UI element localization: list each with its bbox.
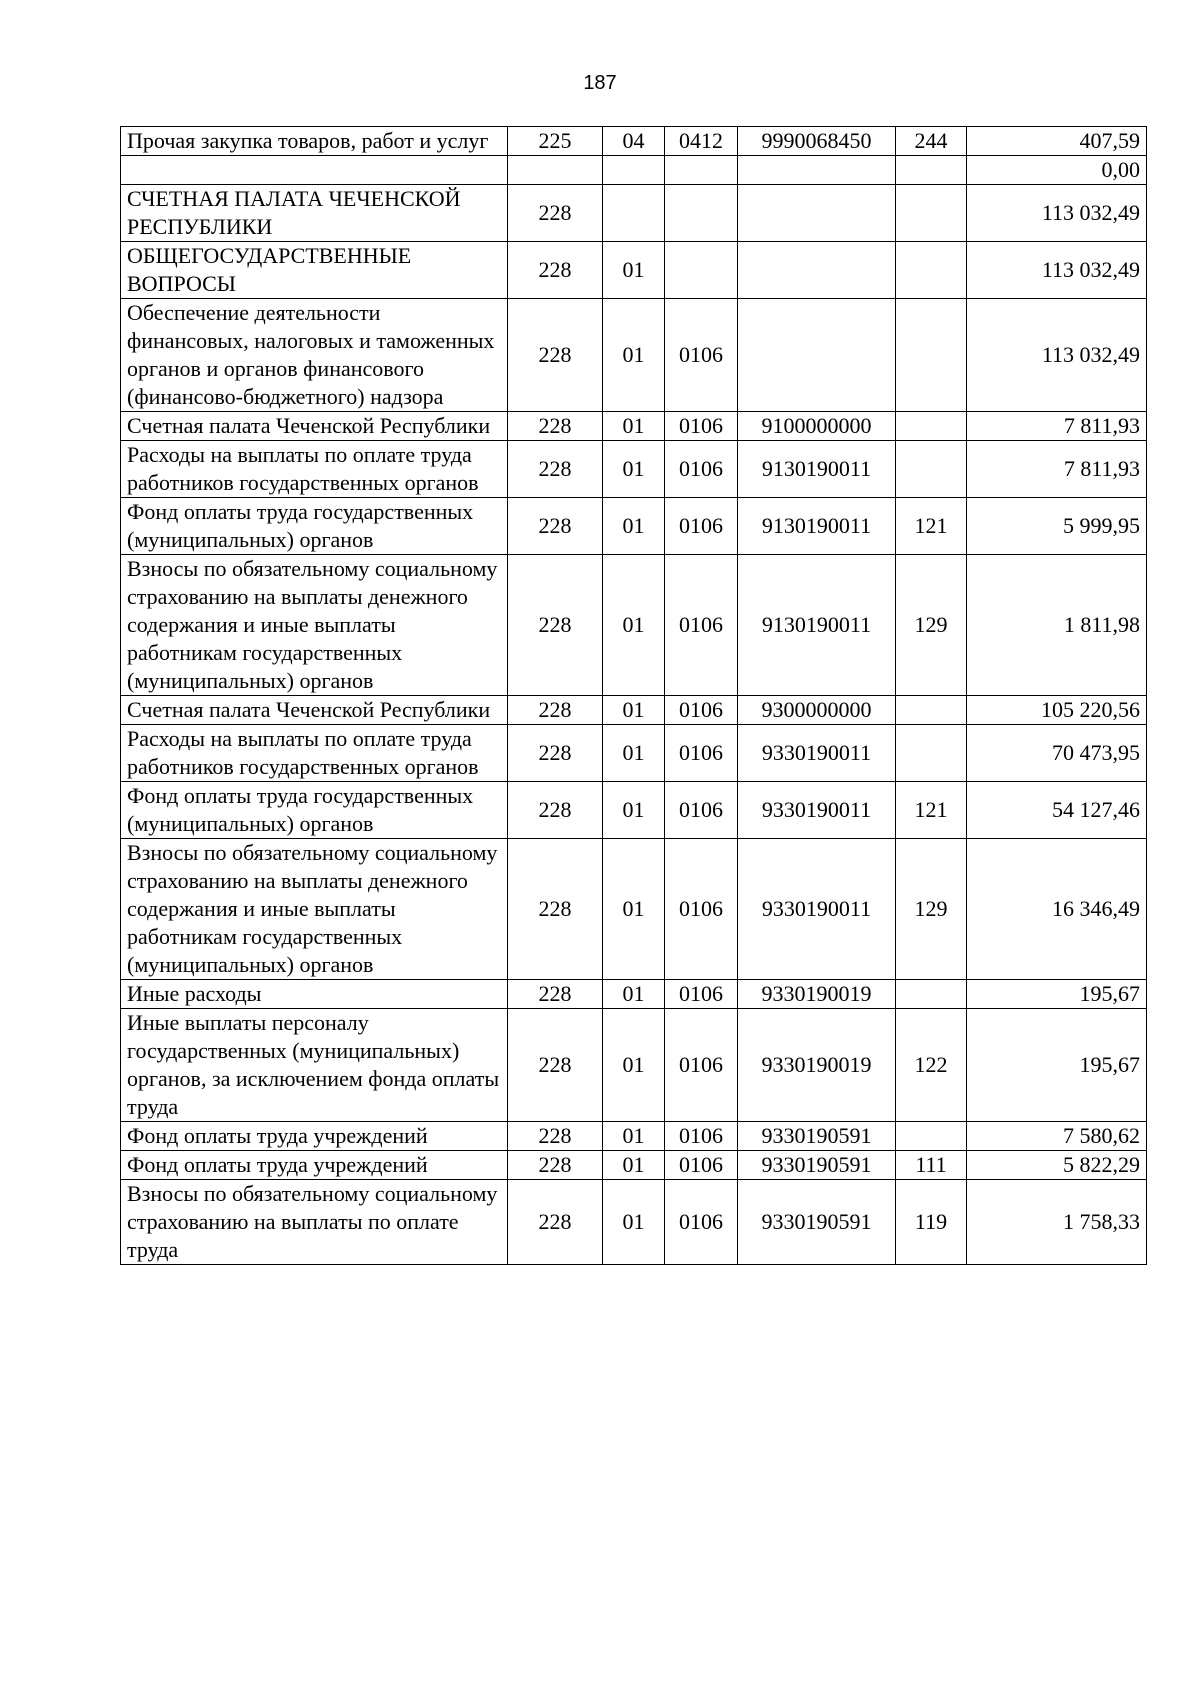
row-admin-code: 228 xyxy=(508,412,603,441)
row-sum: 105 220,56 xyxy=(967,696,1147,725)
row-expense-type xyxy=(896,412,967,441)
row-expense-type xyxy=(896,242,967,299)
row-target-article xyxy=(738,156,896,185)
row-subsection: 0106 xyxy=(665,412,738,441)
row-section: 01 xyxy=(603,839,665,980)
row-subsection: 0412 xyxy=(665,127,738,156)
row-target-article: 9330190591 xyxy=(738,1151,896,1180)
row-sum: 0,00 xyxy=(967,156,1147,185)
row-sum: 16 346,49 xyxy=(967,839,1147,980)
row-target-article: 9130190011 xyxy=(738,555,896,696)
row-name: Обеспечение деятельности финансовых, налоговых и таможенных органов и органов финансового (финансово-бюджетного) надзора xyxy=(121,299,508,412)
row-expense-type: 129 xyxy=(896,839,967,980)
table-row xyxy=(121,412,1147,441)
row-target-article xyxy=(738,299,896,412)
row-expense-type xyxy=(896,185,967,242)
row-subsection: 0106 xyxy=(665,696,738,725)
row-section xyxy=(603,185,665,242)
row-target-article: 9330190019 xyxy=(738,1009,896,1122)
row-target-article: 9330190011 xyxy=(738,725,896,782)
row-admin-code: 225 xyxy=(508,127,603,156)
row-expense-type: 111 xyxy=(896,1151,967,1180)
row-name: Взносы по обязательному социальному страхованию на выплаты денежного содержания и иные выплаты работникам государственных (муниципальных) органов xyxy=(121,555,508,696)
row-target-article: 9330190011 xyxy=(738,782,896,839)
row-subsection: 0106 xyxy=(665,1151,738,1180)
table-row xyxy=(121,127,1147,156)
row-section: 01 xyxy=(603,441,665,498)
row-expense-type xyxy=(896,980,967,1009)
row-subsection: 0106 xyxy=(665,498,738,555)
row-section: 01 xyxy=(603,555,665,696)
row-admin-code: 228 xyxy=(508,498,603,555)
table-row xyxy=(121,299,1147,412)
row-expense-type: 122 xyxy=(896,1009,967,1122)
row-sum: 407,59 xyxy=(967,127,1147,156)
row-subsection: 0106 xyxy=(665,1180,738,1265)
row-target-article: 9130190011 xyxy=(738,441,896,498)
row-subsection: 0106 xyxy=(665,782,738,839)
row-subsection xyxy=(665,156,738,185)
row-name: Фонд оплаты труда учреждений xyxy=(121,1122,508,1151)
row-admin-code: 228 xyxy=(508,185,603,242)
table-row xyxy=(121,555,1147,696)
row-admin-code: 228 xyxy=(508,441,603,498)
row-name: Взносы по обязательному социальному страхованию на выплаты денежного содержания и иные выплаты работникам государственных (муниципальных) органов xyxy=(121,839,508,980)
budget-table xyxy=(120,126,1147,1265)
row-subsection xyxy=(665,242,738,299)
table-row xyxy=(121,441,1147,498)
row-admin-code: 228 xyxy=(508,1122,603,1151)
row-admin-code: 228 xyxy=(508,782,603,839)
row-sum: 1 758,33 xyxy=(967,1180,1147,1265)
table-row xyxy=(121,498,1147,555)
row-name: Иные выплаты персоналу государственных (муниципальных) органов, за исключением фонда оплаты труда xyxy=(121,1009,508,1122)
table-row xyxy=(121,1180,1147,1265)
row-expense-type xyxy=(896,725,967,782)
table-row xyxy=(121,1151,1147,1180)
row-subsection: 0106 xyxy=(665,299,738,412)
row-section: 01 xyxy=(603,696,665,725)
row-admin-code: 228 xyxy=(508,725,603,782)
row-name: Взносы по обязательному социальному страхованию на выплаты по оплате труда xyxy=(121,1180,508,1265)
table-row xyxy=(121,839,1147,980)
row-section: 01 xyxy=(603,299,665,412)
row-admin-code: 228 xyxy=(508,1009,603,1122)
row-expense-type xyxy=(896,156,967,185)
row-expense-type xyxy=(896,299,967,412)
row-section: 01 xyxy=(603,725,665,782)
row-expense-type: 121 xyxy=(896,782,967,839)
row-sum: 195,67 xyxy=(967,1009,1147,1122)
row-section: 01 xyxy=(603,242,665,299)
row-sum: 5 822,29 xyxy=(967,1151,1147,1180)
row-admin-code: 228 xyxy=(508,1151,603,1180)
row-section: 01 xyxy=(603,412,665,441)
row-target-article: 9330190019 xyxy=(738,980,896,1009)
row-name: Прочая закупка товаров, работ и услуг xyxy=(121,127,508,156)
row-subsection: 0106 xyxy=(665,839,738,980)
row-target-article: 9130190011 xyxy=(738,498,896,555)
row-section: 04 xyxy=(603,127,665,156)
row-target-article: 9990068450 xyxy=(738,127,896,156)
row-sum: 5 999,95 xyxy=(967,498,1147,555)
row-name: Счетная палата Чеченской Республики xyxy=(121,696,508,725)
row-section: 01 xyxy=(603,1009,665,1122)
row-subsection: 0106 xyxy=(665,980,738,1009)
row-name: Фонд оплаты труда учреждений xyxy=(121,1151,508,1180)
row-expense-type xyxy=(896,441,967,498)
row-target-article xyxy=(738,242,896,299)
row-sum: 195,67 xyxy=(967,980,1147,1009)
row-expense-type: 129 xyxy=(896,555,967,696)
table-row xyxy=(121,1122,1147,1151)
row-sum: 54 127,46 xyxy=(967,782,1147,839)
row-expense-type: 119 xyxy=(896,1180,967,1265)
row-target-article xyxy=(738,185,896,242)
row-target-article: 9100000000 xyxy=(738,412,896,441)
row-sum: 70 473,95 xyxy=(967,725,1147,782)
row-admin-code: 228 xyxy=(508,839,603,980)
row-sum: 1 811,98 xyxy=(967,555,1147,696)
row-name: ОБЩЕГОСУДАРСТВЕННЫЕ ВОПРОСЫ xyxy=(121,242,508,299)
table-row xyxy=(121,242,1147,299)
row-section xyxy=(603,156,665,185)
row-sum: 113 032,49 xyxy=(967,299,1147,412)
row-sum: 7 811,93 xyxy=(967,441,1147,498)
row-subsection: 0106 xyxy=(665,555,738,696)
row-subsection xyxy=(665,185,738,242)
row-name: Счетная палата Чеченской Республики xyxy=(121,412,508,441)
row-admin-code: 228 xyxy=(508,555,603,696)
row-admin-code xyxy=(508,156,603,185)
row-subsection: 0106 xyxy=(665,441,738,498)
row-admin-code: 228 xyxy=(508,299,603,412)
row-expense-type: 121 xyxy=(896,498,967,555)
row-expense-type xyxy=(896,1122,967,1151)
row-section: 01 xyxy=(603,1151,665,1180)
row-name: Расходы на выплаты по оплате труда работников государственных органов xyxy=(121,725,508,782)
row-subsection: 0106 xyxy=(665,725,738,782)
row-name: Расходы на выплаты по оплате труда работников государственных органов xyxy=(121,441,508,498)
row-sum: 113 032,49 xyxy=(967,242,1147,299)
table-row xyxy=(121,156,1147,185)
row-subsection: 0106 xyxy=(665,1122,738,1151)
row-section: 01 xyxy=(603,498,665,555)
table-row xyxy=(121,1009,1147,1122)
row-admin-code: 228 xyxy=(508,1180,603,1265)
table-row xyxy=(121,782,1147,839)
row-section: 01 xyxy=(603,1180,665,1265)
row-section: 01 xyxy=(603,1122,665,1151)
row-target-article: 9330190011 xyxy=(738,839,896,980)
row-section: 01 xyxy=(603,980,665,1009)
table-row xyxy=(121,185,1147,242)
row-name: Иные расходы xyxy=(121,980,508,1009)
row-expense-type: 244 xyxy=(896,127,967,156)
page-number: 187 xyxy=(583,72,617,94)
row-target-article: 9330190591 xyxy=(738,1122,896,1151)
row-expense-type xyxy=(896,696,967,725)
row-section: 01 xyxy=(603,782,665,839)
row-name: СЧЕТНАЯ ПАЛАТА ЧЕЧЕНСКОЙ РЕСПУБЛИКИ xyxy=(121,185,508,242)
row-name xyxy=(121,156,508,185)
row-sum: 7 580,62 xyxy=(967,1122,1147,1151)
row-subsection: 0106 xyxy=(665,1009,738,1122)
table-row xyxy=(121,725,1147,782)
row-sum: 7 811,93 xyxy=(967,412,1147,441)
table-row xyxy=(121,696,1147,725)
row-target-article: 9300000000 xyxy=(738,696,896,725)
table-row xyxy=(121,980,1147,1009)
row-target-article: 9330190591 xyxy=(738,1180,896,1265)
row-admin-code: 228 xyxy=(508,242,603,299)
row-admin-code: 228 xyxy=(508,696,603,725)
row-name: Фонд оплаты труда государственных (муниципальных) органов xyxy=(121,782,508,839)
row-name: Фонд оплаты труда государственных (муниципальных) органов xyxy=(121,498,508,555)
row-sum: 113 032,49 xyxy=(967,185,1147,242)
row-admin-code: 228 xyxy=(508,980,603,1009)
